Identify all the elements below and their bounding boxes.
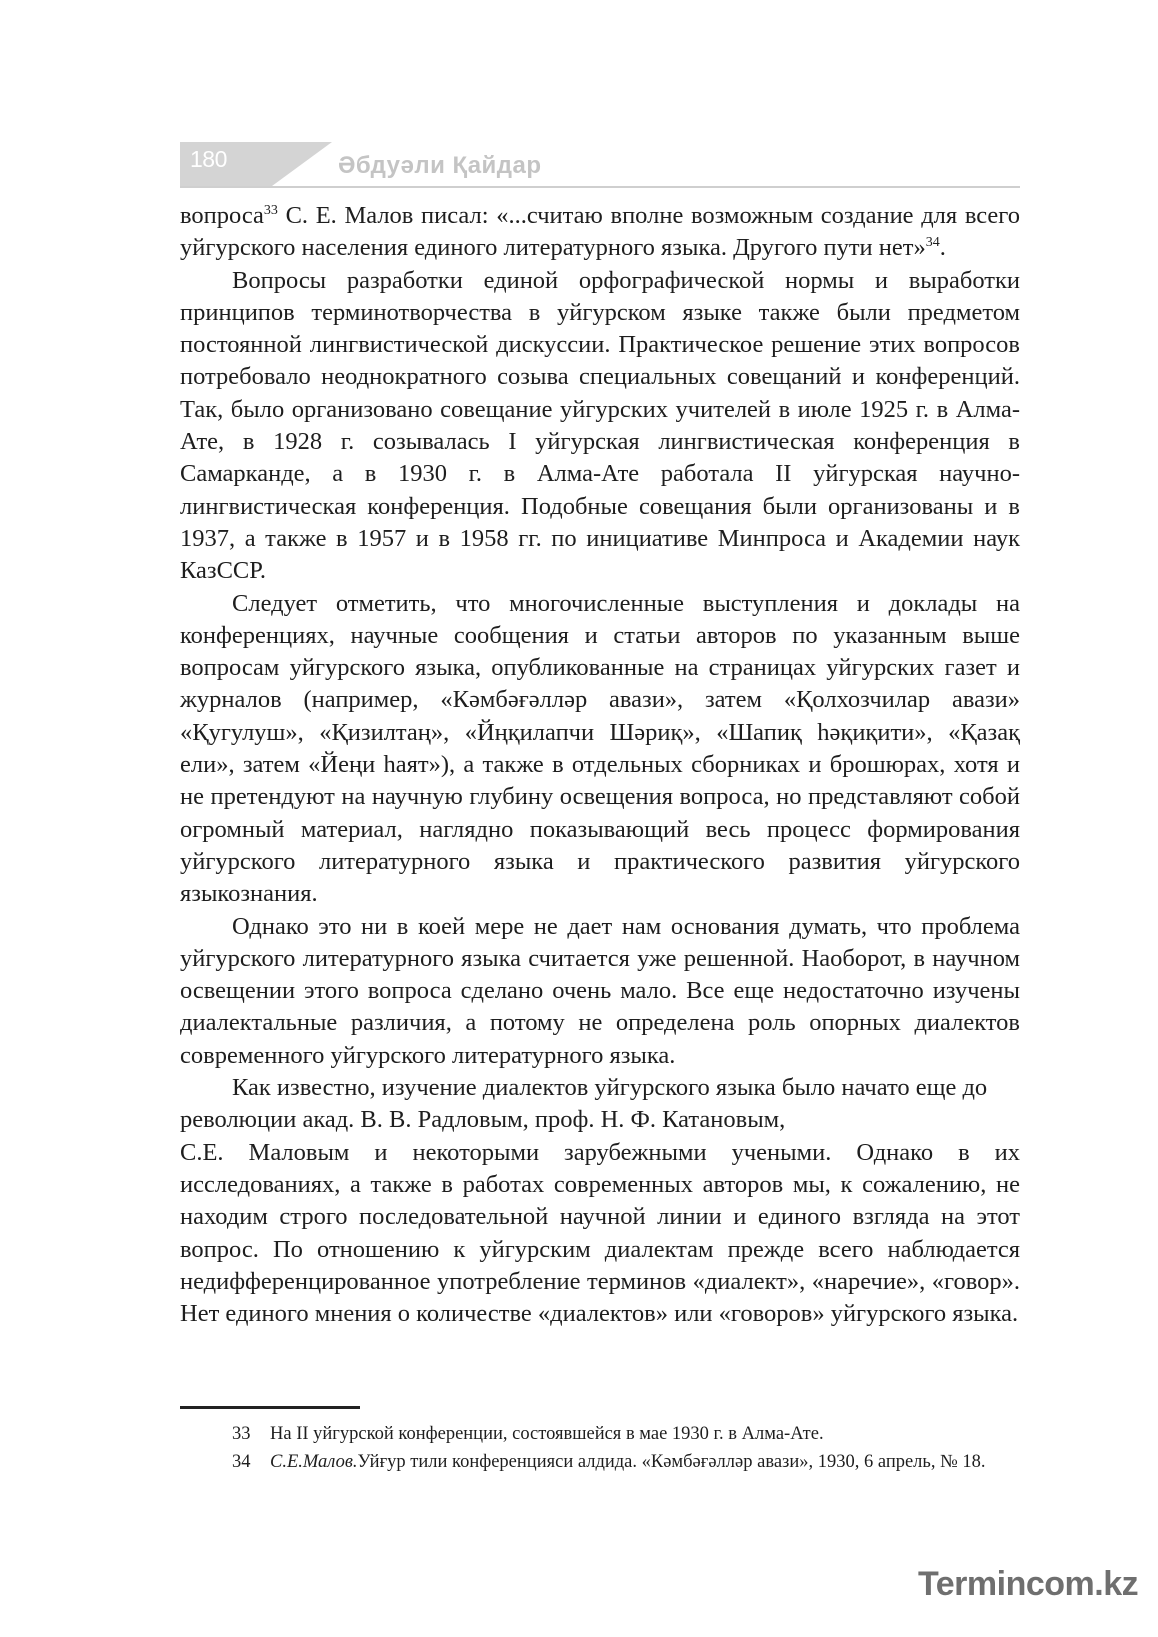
footnote-34-author: С.Е.Малов. xyxy=(270,1452,358,1472)
footnote-34 xyxy=(180,1448,1020,1476)
paragraph-1-start: вопроса xyxy=(180,202,264,229)
footnote-33 xyxy=(180,1420,1020,1448)
running-head: Әбдуәли Қайдар xyxy=(338,152,542,179)
footnote-33-text: На II уйгурской конференции, состоявшейся в мае 1930 г. в Алма-Ате. xyxy=(270,1424,824,1444)
footnote-ref-33[interactable]: 33 xyxy=(263,202,278,218)
footnote-rule xyxy=(180,1406,360,1409)
paragraph-1 xyxy=(180,200,1020,265)
page-tab-slant xyxy=(272,142,332,186)
paragraph-3: Следует отметить, что многочисленные выступления и доклады на конференциях, научные сообщения и статьи авторов по указанным выше вопросам уйгурского языка, опубликованные на страницах уйгурских газет и журналов (например, «Кәмбәғәлләр авази», затем «Қолхозчилар авази» «Қугулуш», «Қизилтаң», «Йңқилапчи Шәриқ», «Шапиқ һәқиқити», «Қазақ ели», затем «Йеңи һаят»), а также в отдельных сборниках и брошюрах, хотя и не претендуют на научную глубину освещения вопроса, но представляют собой огромный материал, наглядно показывающий весь процесс формирования уйгурского литературного языка и практического развития уйгурского языкознания. xyxy=(180,589,1020,908)
paragraph-2: Вопросы разработки единой орфографической нормы и выработки принципов терминотворчества в уйгурском языке также были предметом постоянной лингвистической дискуссии. Практическое решение этих вопросов потребовало неоднократного созыва специальных совещаний и конференций. Так, было организовано совещание уйгурских учителей в июле 1925 г. в Алма-Ате, в 1928 г. созывалась I уйгурская лингвистическая конференция в Самарканде, а в 1930 г. в Алма-Ате работала II уйгурская научно-лингвистическая конференция. Подобные совещания были организованы и в 1937, а также в 1957 и в 1958 гг. по инициативе Минпроса и Академии наук КазССР. xyxy=(180,266,1020,585)
footnote-34-text: Уйғур тили конференцияси алдида. «Кәмбәғәлләр авази», 1930, 6 апрель, № 18. xyxy=(357,1452,986,1472)
page-header xyxy=(180,142,1020,188)
watermark-logo: Termincom.kz xyxy=(918,1565,1139,1603)
paragraph-5-continued: С.Е. Маловым и некоторыми зарубежными учеными. Однако в их исследованиях, а также в работах современных авторов мы, к сожалению, не находим строго последовательной научной линии и единого взгляда на этот вопрос. По отношению к уйгурским диалектам прежде всего наблюдается недифференцированное употребление терминов «диалект», «наречие», «говор». Нет единого мнения о количестве «диалектов» или «говоров» уйгурского языка. xyxy=(180,1138,1020,1328)
page-number: 180 xyxy=(190,146,227,172)
page-number-tab xyxy=(180,142,272,186)
footnotes xyxy=(180,1420,1020,1476)
footnote-33-number: 33 xyxy=(232,1424,251,1444)
paragraph-4: Однако это ни в коей мере не дает нам основания думать, что проблема уйгурского литературного языка считается уже решенной. Наоборот, в научном освещении этого вопроса сделано очень мало. Все еще недостаточно изучены диалектальные различия, а потому не определена роль опорных диалектов современного уйгурского литературного языка. xyxy=(180,912,1020,1069)
paragraph-1-end: . xyxy=(939,234,946,262)
header-rule xyxy=(180,186,1020,188)
paragraph-5 xyxy=(180,1072,1020,1137)
paragraph-5-line-1: Как известно, изучение диалектов уйгурского языка было начато еще до революции акад. В. В. Радловым, проф. Н. Ф. Катановым, xyxy=(180,1074,988,1134)
body-text xyxy=(180,200,1020,1330)
footnote-34-number: 34 xyxy=(232,1452,251,1472)
paragraph-1-quote: С. Е. Малов писал: «...считаю вполне возможным создание для всего уйгурского населения единого литературного языка. Другого пути нет» xyxy=(180,202,1020,262)
footnote-ref-34[interactable]: 34 xyxy=(925,235,940,251)
